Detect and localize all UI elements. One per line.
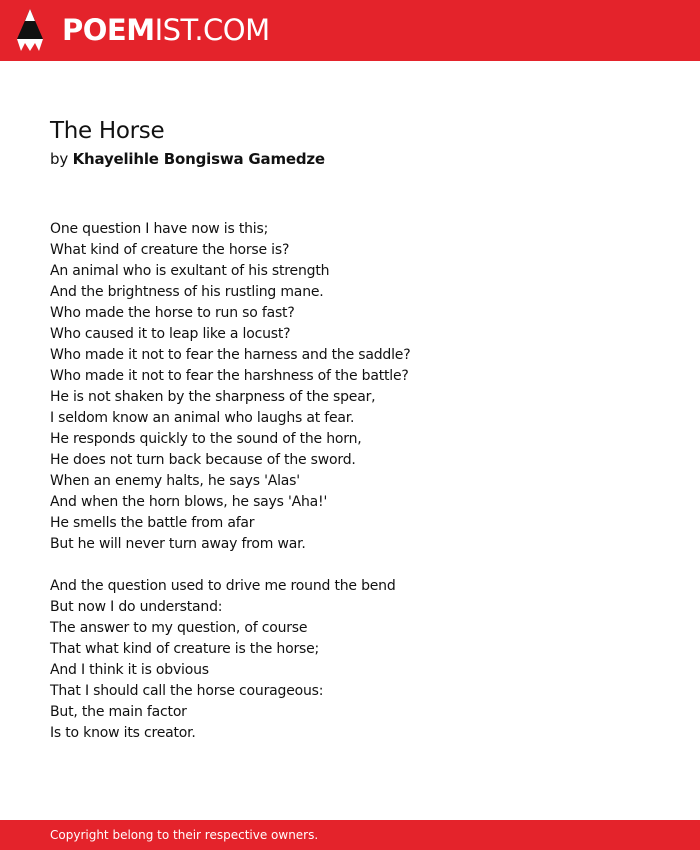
poem-line: What kind of creature the horse is? (50, 242, 290, 258)
brand-light-text: IST.COM (154, 13, 270, 47)
poem-body (50, 219, 670, 765)
site-header (0, 0, 700, 61)
poem-line: Who made the horse to run so fast? (50, 305, 295, 321)
poem-line: He responds quickly to the sound of the horn, (50, 431, 362, 447)
poem-line: And the brightness of his rustling mane. (50, 284, 324, 300)
poem-author: Khayelihle Bongiswa Gamedze (72, 150, 325, 168)
poem-line: When an enemy halts, he says 'Alas' (50, 473, 300, 489)
poem-line: And when the horn blows, he says 'Aha!' (50, 494, 328, 510)
poem-line: And the question used to drive me round the bend (50, 578, 396, 594)
poem-line: He is not shaken by the sharpness of the spear, (50, 389, 376, 405)
poem-line: And I think it is obvious (50, 662, 209, 678)
poem-line: But, the main factor (50, 704, 187, 720)
copyright-text: Copyright belong to their respective owners. (50, 828, 319, 842)
poem-line: But he will never turn away from war. (50, 536, 306, 552)
pencil-tip-icon[interactable] (17, 9, 43, 51)
poem-line: But now I do understand: (50, 599, 223, 615)
poem-line: Who made it not to fear the harshness of the battle? (50, 368, 409, 384)
site-logo-text[interactable] (62, 12, 270, 48)
poem-line: He smells the battle from afar (50, 515, 255, 531)
poem-line: The answer to my question, of course (50, 620, 308, 636)
site-footer (0, 820, 700, 850)
poem-stanza-2 (50, 576, 670, 744)
poem-line: He does not turn back because of the sword. (50, 452, 356, 468)
poem-line: That what kind of creature is the horse; (50, 641, 320, 657)
brand-bold-text: POEM (62, 13, 155, 47)
poem-line: That I should call the horse courageous: (50, 683, 324, 699)
poem-line: An animal who is exultant of his strength (50, 263, 330, 279)
poem-byline (50, 148, 325, 170)
poem-title: The Horse (50, 118, 165, 144)
poem-line: Is to know its creator. (50, 725, 196, 741)
poem-line: I seldom know an animal who laughs at fear. (50, 410, 355, 426)
poem-line: Who caused it to leap like a locust? (50, 326, 291, 342)
poem-line: Who made it not to fear the harness and the saddle? (50, 347, 411, 363)
by-label: by (50, 150, 68, 168)
poem-stanza-1 (50, 219, 670, 555)
poem-line: One question I have now is this; (50, 221, 269, 237)
